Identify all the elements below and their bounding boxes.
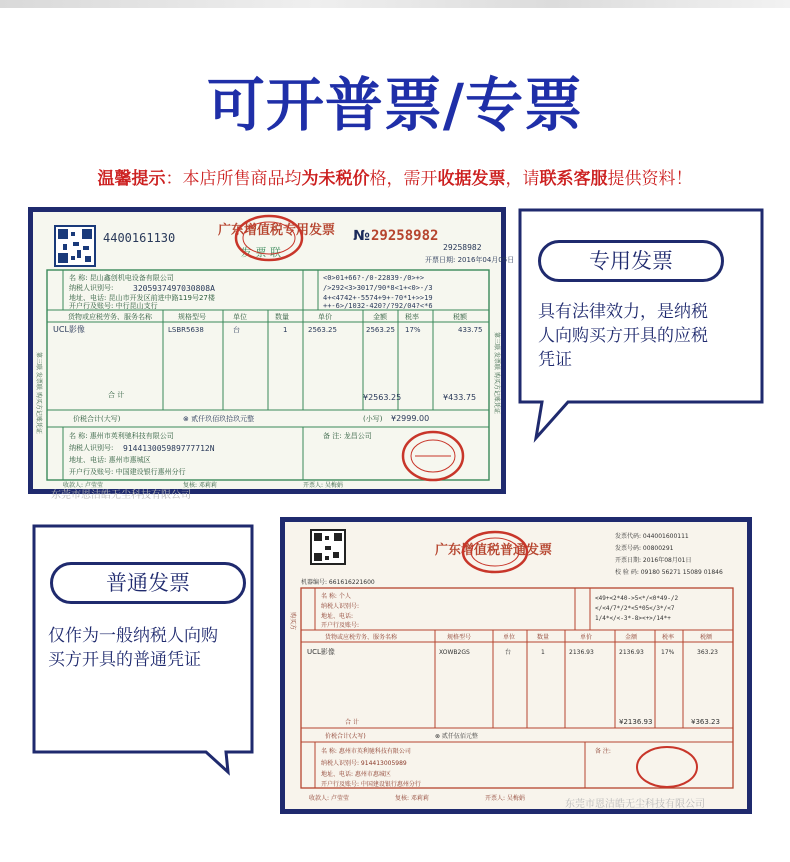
svg-text:¥2563.25: ¥2563.25 — [363, 393, 402, 402]
svg-text:29258982: 29258982 — [443, 243, 482, 252]
svg-text:29258982: 29258982 — [371, 228, 439, 244]
svg-text:合 计: 合 计 — [345, 719, 359, 726]
svg-text:货物或应税劳务、服务名称: 货物或应税劳务、服务名称 — [325, 634, 398, 641]
svg-text:收款人: 卢莹莹: 收款人: 卢莹莹 — [63, 482, 103, 489]
svg-text:税率: 税率 — [662, 634, 675, 641]
svg-text:17%: 17% — [405, 326, 421, 334]
svg-text:地址、电话: 惠州市惠城区: 地址、电话: 惠州市惠城区 — [321, 771, 391, 778]
svg-text:校 验 码: 09180 56271 15089 01846: 校 验 码: 09180 56271 15089 01846 — [615, 569, 723, 576]
red-seal-icon — [637, 747, 697, 787]
svg-text:名 称: 惠州市英利驰科技有限公司: 名 称: 惠州市英利驰科技有限公司 — [321, 748, 411, 755]
svg-text:地址、电话: 昆山市开发区前进中路119号27楼: 地址、电话: 昆山市开发区前进中路119号27楼 — [69, 294, 215, 302]
svg-text:名 称: 惠州市英利驰科技有限公司: 名 称: 惠州市英利驰科技有限公司 — [69, 432, 174, 440]
normal-invoice-description: 仅作为一般纳税人向购 买方开具的普通凭证 — [48, 626, 218, 670]
svg-text:¥433.75: ¥433.75 — [443, 393, 477, 402]
svg-text:单价: 单价 — [318, 313, 332, 321]
svg-text:UCL影像: UCL影像 — [307, 648, 335, 656]
normal-invoice-label: 普通发票 — [50, 562, 246, 604]
svg-text:1: 1 — [541, 649, 545, 656]
svg-text:税额: 税额 — [700, 634, 713, 641]
special-invoice-image — [28, 207, 515, 501]
svg-text:第三联 发票联 购买方记账凭证: 第三联 发票联 购买方记账凭证 — [493, 332, 500, 414]
normal-invoice-image — [280, 517, 752, 814]
notice-segment: ，请 — [505, 169, 540, 189]
svg-text:广东增值税普通发票: 广东增值税普通发票 — [435, 543, 553, 558]
svg-text:¥2999.00: ¥2999.00 — [391, 414, 430, 423]
qr-code-icon — [311, 530, 345, 564]
svg-text:税额: 税额 — [453, 313, 467, 321]
svg-text:备 注:: 备 注: — [595, 748, 611, 755]
svg-text:发票代码: 044001600111: 发票代码: 044001600111 — [615, 533, 689, 540]
svg-text:开票日期: 2016年08月01日: 开票日期: 2016年08月01日 — [615, 557, 692, 564]
svg-text:数量: 数量 — [275, 313, 289, 321]
special-invoice-drawing — [33, 212, 515, 489]
svg-text:17%: 17% — [661, 649, 675, 656]
svg-text:№: № — [353, 228, 370, 244]
svg-text:地址、电话: 惠州市惠城区: 地址、电话: 惠州市惠城区 — [69, 456, 151, 464]
watermark-text: 东莞市恩洁皓无尘科技有限公司 — [51, 490, 191, 501]
svg-text:备 注: 龙昌公司: 备 注: 龙昌公司 — [323, 432, 372, 440]
svg-text:金额: 金额 — [625, 634, 638, 641]
notice-segment: 格，需开 — [369, 169, 438, 189]
qr-code-icon — [55, 226, 95, 266]
svg-text:363.23: 363.23 — [697, 649, 718, 656]
svg-text:价税合计(大写): 价税合计(大写) — [73, 415, 121, 423]
notice-banner — [0, 164, 790, 189]
watermark-text: 东莞市恩洁皓无尘科技有限公司 — [565, 799, 705, 810]
svg-text:纳税人识别号: 914413005989: 纳税人识别号: 914413005989 — [321, 760, 407, 767]
notice-segment: 温馨提示 — [97, 169, 166, 189]
invoice-code: 4400161130 — [103, 231, 176, 245]
svg-text:购买方: 购买方 — [289, 612, 296, 631]
svg-text:纳税人识别号:: 纳税人识别号: — [321, 603, 360, 610]
svg-text:3205937497030808A: 3205937497030808A — [133, 284, 215, 293]
svg-text:名 称: 个人: 名 称: 个人 — [321, 593, 351, 600]
svg-text:914413005989777712N: 914413005989777712N — [123, 444, 215, 453]
svg-text:开户行及账号: 中行昆山支行: 开户行及账号: 中行昆山支行 — [69, 302, 158, 310]
svg-text:收款人: 卢莹莹: 收款人: 卢莹莹 — [309, 795, 349, 802]
svg-text:名 称: 昆山鑫创机电设备有限公司: 名 称: 昆山鑫创机电设备有限公司 — [69, 274, 174, 282]
svg-text:<49+<2*40->5<*/<0*49-/2: <49+<2*40->5<*/<0*49-/2 — [595, 595, 679, 602]
svg-text:2563.25: 2563.25 — [366, 326, 395, 334]
svg-text:纳税人识别号:: 纳税人识别号: — [69, 284, 114, 292]
svg-text:2563.25: 2563.25 — [308, 326, 337, 334]
svg-text:UCL影像: UCL影像 — [53, 325, 85, 334]
svg-text:广东增值税专用发票: 广东增值税专用发票 — [218, 223, 336, 238]
svg-text:⊗ 贰仟玖佰玖拾玖元整: ⊗ 贰仟玖佰玖拾玖元整 — [183, 415, 255, 423]
notice-segment: ：本店所售商品均 — [165, 169, 302, 189]
notice-segment: 收据发票 — [437, 169, 506, 189]
svg-text:单位: 单位 — [503, 634, 516, 641]
svg-text:开票日期: 2016年04月05日: 开票日期: 2016年04月05日 — [425, 256, 515, 264]
svg-text:地址、电话:: 地址、电话: — [321, 613, 354, 620]
svg-text:2136.93: 2136.93 — [619, 649, 644, 656]
svg-text:复核: 邓莉莉: 复核: 邓莉莉 — [183, 482, 217, 489]
svg-text:开户行及账号:: 开户行及账号: — [321, 622, 360, 629]
svg-text:4+<4742+-5574+9+-70*1+>>19: 4+<4742+-5574+9+-70*1+>>19 — [323, 294, 433, 302]
svg-text:数量: 数量 — [537, 634, 550, 641]
svg-text:合 计: 合 计 — [108, 391, 125, 399]
special-invoice-label: 专用发票 — [538, 240, 724, 282]
svg-text:金额: 金额 — [373, 313, 387, 321]
svg-text:¥363.23: ¥363.23 — [691, 718, 720, 726]
svg-text:1: 1 — [283, 326, 288, 334]
svg-text:税率: 税率 — [405, 313, 419, 321]
notice-segment: 提供资料！ — [607, 169, 693, 189]
svg-text:台: 台 — [233, 326, 240, 334]
notice-segment: 为未税价 — [301, 169, 370, 189]
svg-text:复核: 邓莉莉: 复核: 邓莉莉 — [395, 795, 429, 802]
svg-text:发票号码: 00800291: 发票号码: 00800291 — [615, 545, 674, 552]
notice-segment: 联系客服 — [539, 169, 608, 189]
svg-text:价税合计(大写): 价税合计(大写) — [325, 733, 366, 740]
svg-text:开户行及账号: 中国建设银行惠州分行: 开户行及账号: 中国建设银行惠州分行 — [69, 468, 186, 476]
svg-text:机器编号: 661616221600: 机器编号: 661616221600 — [301, 579, 375, 586]
svg-text:开票人: 吴梅娟: 开票人: 吴梅娟 — [303, 482, 343, 489]
svg-text:2136.93: 2136.93 — [569, 649, 594, 656]
svg-text:1/4*</<-3*-8><+>/14*+: 1/4*</<-3*-8><+>/14*+ — [595, 615, 671, 622]
svg-text:开票人: 吴梅娟: 开票人: 吴梅娟 — [485, 795, 525, 802]
svg-text:发 票 联: 发 票 联 — [241, 246, 281, 259]
svg-text:规格型号: 规格型号 — [178, 313, 206, 321]
svg-text:(小写): (小写) — [363, 415, 383, 423]
svg-text:规格型号: 规格型号 — [447, 634, 472, 641]
svg-text:⊗ 贰仟伍佰元整: ⊗ 贰仟伍佰元整 — [435, 733, 478, 740]
svg-text:<0>01+66?-/0-22839-/0>+>: <0>01+66?-/0-22839-/0>+> — [323, 274, 425, 282]
svg-text:/>292<3>3017/90*8<1+<0>-/3: />292<3>3017/90*8<1+<0>-/3 — [323, 284, 433, 292]
svg-text:货物或应税劳务、服务名称: 货物或应税劳务、服务名称 — [68, 313, 152, 321]
svg-text:</<4/7*/2*<5*05</3*/<7: </<4/7*/2*<5*05</3*/<7 — [595, 605, 675, 612]
svg-text:单价: 单价 — [580, 634, 593, 641]
svg-text:纳税人识别号:: 纳税人识别号: — [69, 444, 114, 452]
page-title: 可开普票/专票 — [206, 71, 584, 139]
normal-invoice-drawing — [285, 522, 747, 809]
svg-text:单位: 单位 — [233, 313, 247, 321]
svg-text:++-6>/1032-420?/?92/04?<*6: ++-6>/1032-420?/?92/04?<*6 — [323, 302, 433, 310]
svg-text:LSBR5638: LSBR5638 — [168, 326, 204, 334]
special-invoice-description: 具有法律效力，是纳税 人向购买方开具的应税 凭证 — [538, 302, 708, 370]
top-decorative-strip — [0, 0, 790, 8]
svg-text:433.75: 433.75 — [458, 326, 483, 334]
svg-text:第三联 发票联 购买方记账凭证: 第三联 发票联 购买方记账凭证 — [35, 352, 42, 434]
svg-text:台: 台 — [505, 649, 512, 656]
svg-text:开户行及账号: 中国建设银行惠州分行: 开户行及账号: 中国建设银行惠州分行 — [321, 781, 421, 788]
svg-text:XOWB2GS: XOWB2GS — [439, 649, 470, 656]
svg-text:¥2136.93: ¥2136.93 — [619, 718, 653, 726]
